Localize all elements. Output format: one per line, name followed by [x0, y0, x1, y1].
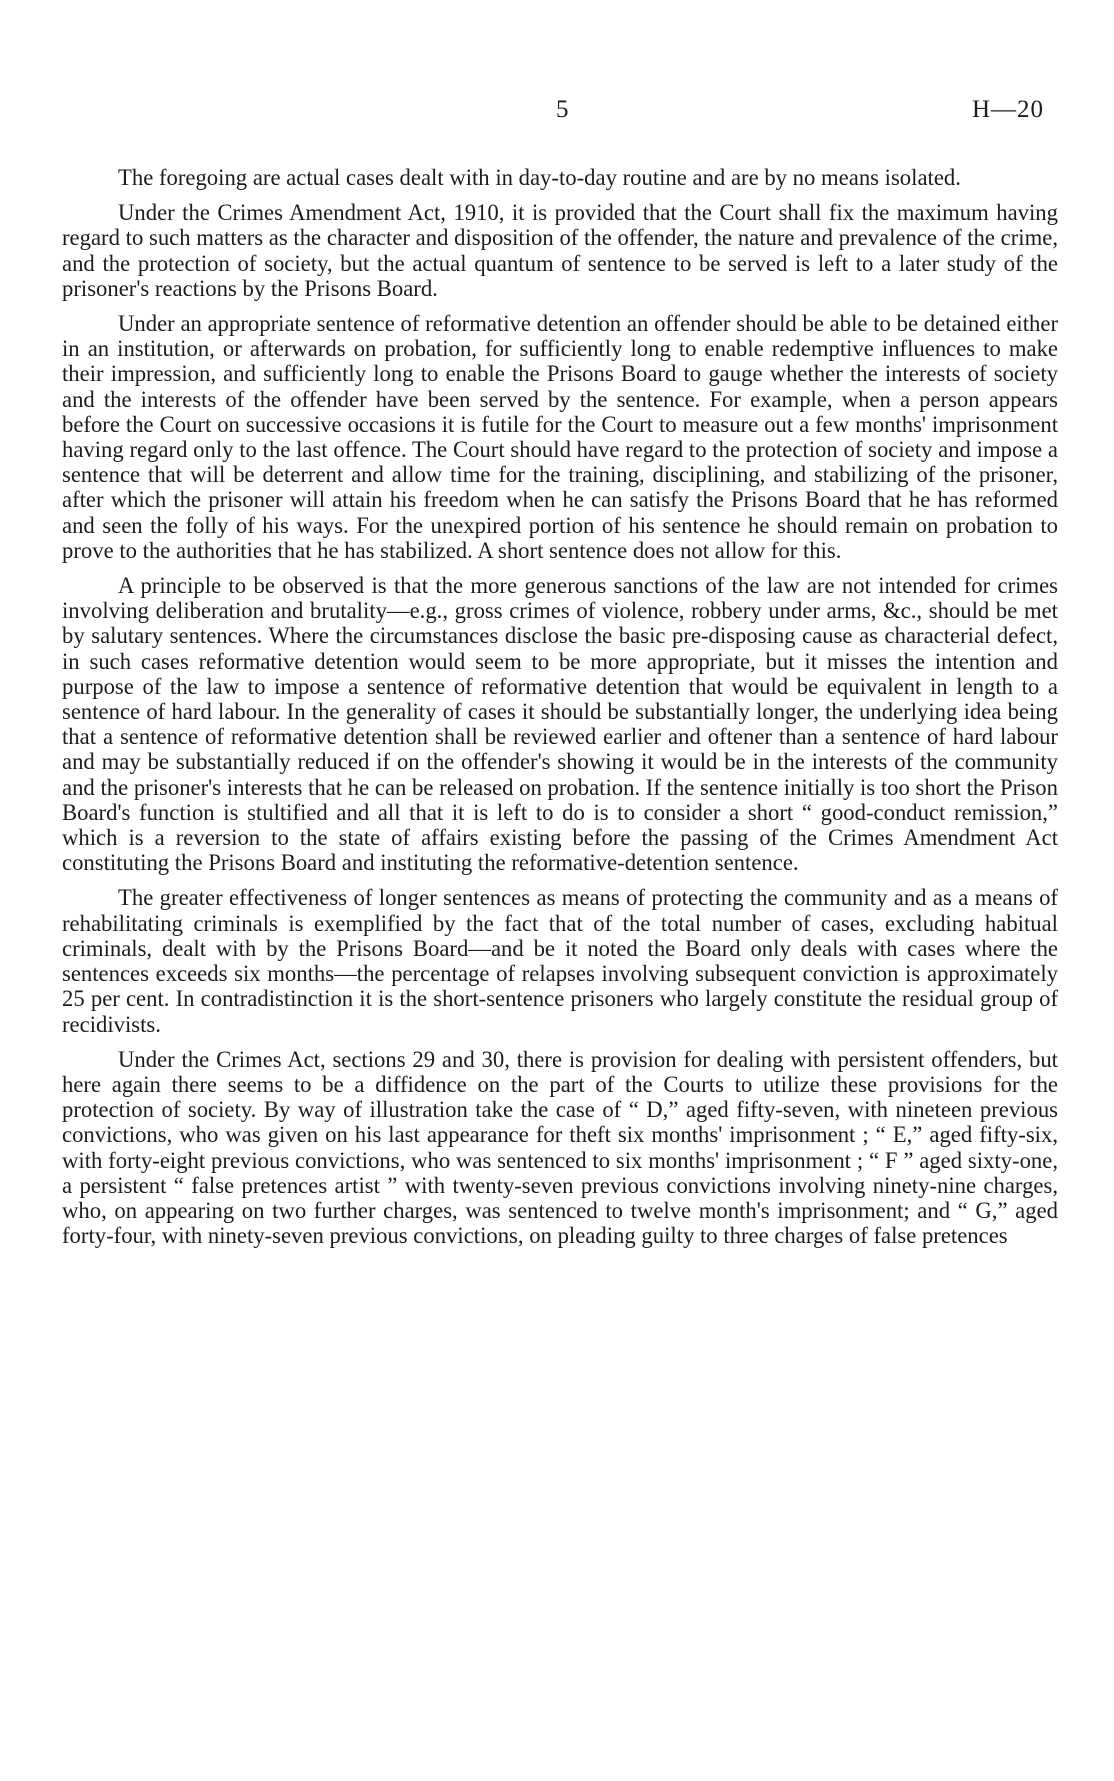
paragraph-principle: A principle to be observed is that the more generous sanctions of the law are not intended for crimes involving deliberation and brutality—e.g., gross crimes of violence, robbery under arms, &c., should be met by salutary sentences. Where the circumstances disclose the basic pre-disposing cause as characterial defect, in such cases reformative detention would seem to be more appropriate, but it misses the intention and purpose of the law to impose a sentence of reformative detention that would be equivalent in length to a sentence of hard labour. In the generality of cases it should be substantially longer, the underlying idea being that a sentence of reformative detention shall be reviewed earlier and oftener than a sentence of hard labour and may be substantially reduced if on the offender's showing it would be in the interests of the community and the prisoner's interests that he can be released on probation. If the sentence initially is too short the Prison Board's function is stultified and all that it is left to do is to consider a short “ good-conduct remission,” which is a reversion to the state of affairs existing before the passing of the Crimes Amendment Act constituting the Prisons Board and instituting the reformative-detention sentence. — [62, 573, 1058, 876]
document-reference: H—20 — [971, 96, 1044, 123]
paragraph-persistent-offenders: Under the Crimes Act, sections 29 and 30, there is provision for dealing with persistent offenders, but here again there seems to be a diffidence on the part of the Courts to utilize these provisions for the protection of society. By way of illustration take the case of “ D,” aged fifty-seven, with nineteen previous convictions, who was given on his last appearance for theft six months' imprisonment ; “ E,” aged fifty-six, with forty-eight previous convictions, who was sentenced to six months' imprisonment ; “ F ” aged sixty-one, a persistent “ false pretences artist ” with twenty-seven previous convictions involving ninety-nine charges, who, on appearing on two further charges, was sentenced to twelve month's imprisonment; and “ G,” aged forty-four, with ninety-seven previous convictions, on pleading guilty to three charges of false pretences — [62, 1046, 1058, 1249]
paragraph-reformative-detention: Under an appropriate sentence of reformative detention an offender should be able to be detained either in an institution, or afterwards on probation, for sufficiently long to enable redemptive influences to make their impression, and sufficiently long to enable the Prisons Board to gauge whether the interests of society and the interests of the offender have been served by the sentence. For example, when a person appears before the Court on successive occasions it is futile for the Court to measure out a few months' imprisonment having regard only to the last offence. The Court should have regard to the protection of society and impose a sentence that will be deterrent and allow time for the training, disciplining, and stabilizing of the prisoner, after which the prisoner will attain his freedom when he can satisfy the Prisons Board that he has reformed and seen the folly of his ways. For the unexpired portion of his sentence he should remain on probation to prove to the authorities that he has stabilized. A short sentence does not allow for this. — [62, 311, 1058, 563]
body-text — [62, 165, 1058, 1258]
page-number: 5 — [556, 96, 569, 123]
paragraph-crimes-amendment-act: Under the Crimes Amendment Act, 1910, it is provided that the Court shall fix the maximum having regard to such matters as the character and disposition of the offender, the nature and prevalence of the crime, and the protection of society, but the actual quantum of sentence to be served is left to a later study of the prisoner's reactions by the Prisons Board. — [62, 200, 1058, 301]
paragraph-foregoing-cases: The foregoing are actual cases dealt with in day-to-day routine and are by no means isolated. — [118, 165, 961, 190]
page-header — [0, 96, 1114, 136]
paragraph-longer-sentences: The greater effectiveness of longer sentences as means of protecting the community and as a means of rehabilitating criminals is exemplified by the fact that of the total number of cases, excluding habitual criminals, dealt with by the Prisons Board—and be it noted the Board only deals with cases where the sentences exceeds six months—the percentage of relapses involving subsequent conviction is approximately 25 per cent. In contradistinction it is the short-sentence prisoners who largely constitute the residual group of recidivists. — [62, 885, 1058, 1037]
